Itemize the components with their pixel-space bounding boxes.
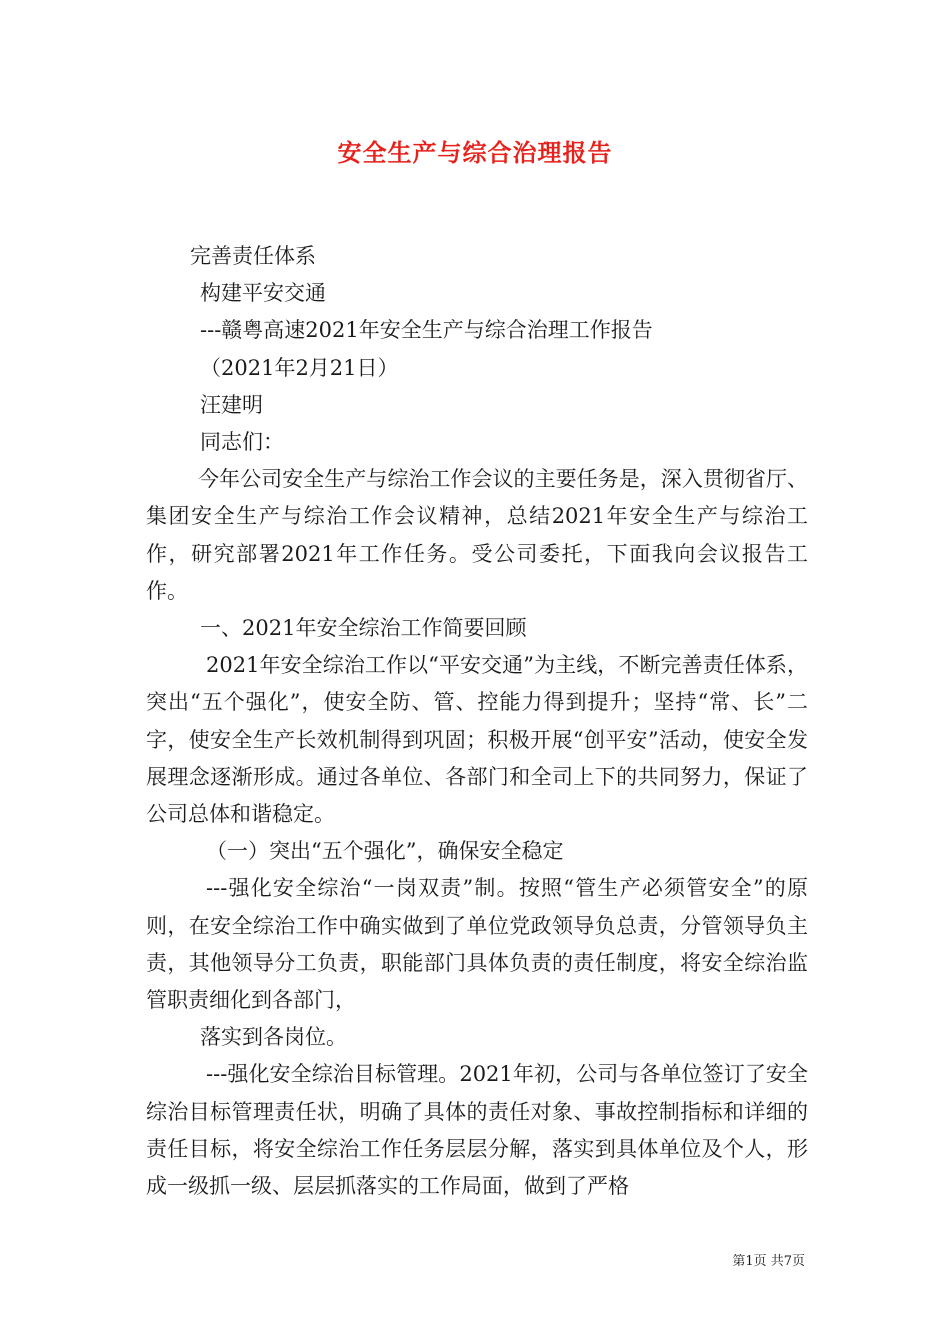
body-paragraph: ---强化安全综治目标管理。2021年初，公司与各单位签订了安全综治目标管理责任状，明确了具体的责任对象、事故控制指标和详细的责任目标，将安全综治工作任务层层分解，落实到具体单位及个人，形成一级抓一级、层层抓落实的工作局面，做到了严格 xyxy=(146,1062,808,1199)
body-paragraph: ---强化安全综治“一岗双责”制。按照“管生产必须管安全”的原则，在安全综治工作中确实做到了单位党政领导负总责，分管领导负主责，其他领导分工负责，职能部门具体负责的责任制度，将安全综治监管职责细化到各部门， xyxy=(146,876,808,1013)
salutation-line: 同志们： xyxy=(200,430,284,455)
body-paragraph: 2021年安全综治工作以“平安交通”为主线，不断完善责任体系，突出“五个强化”，使安全防、管、控能力得到提升；坚持“常、长”二字，使安全生产长效机制得到巩固；积极开展“创平安”活动，使安全发展理念逐渐形成。通过各单位、各部门和全司上下的共同努力，保证了公司总体和谐稳定。 xyxy=(146,653,808,827)
subtitle-line: ---赣粤高速2021年安全生产与综合治理工作报告 xyxy=(200,318,653,343)
author-line: 汪建明 xyxy=(200,392,263,417)
document-body xyxy=(146,238,808,1205)
heading-line-2: 构建平安交通 xyxy=(200,281,326,306)
body-paragraph: 今年公司安全生产与综治工作会议的主要任务是，深入贯彻省厅、集团安全生产与综治工作会议精神，总结2021年安全生产与综治工作，研究部署2021年工作任务。受公司委托，下面我向会议报告工作。 xyxy=(146,467,808,603)
date-line: （2021年2月21日） xyxy=(200,355,399,380)
document-title: 安全生产与综合治理报告 xyxy=(337,138,613,167)
section-heading: 一、2021年安全综治工作简要回顾 xyxy=(200,616,527,641)
page-number: 第1页 共7页 xyxy=(732,1254,805,1269)
heading-line-1: 完善责任体系 xyxy=(190,244,316,268)
subsection-heading: （一）突出“五个强化”，确保安全稳定 xyxy=(206,839,564,864)
body-paragraph: 落实到各岗位。 xyxy=(200,1025,347,1050)
